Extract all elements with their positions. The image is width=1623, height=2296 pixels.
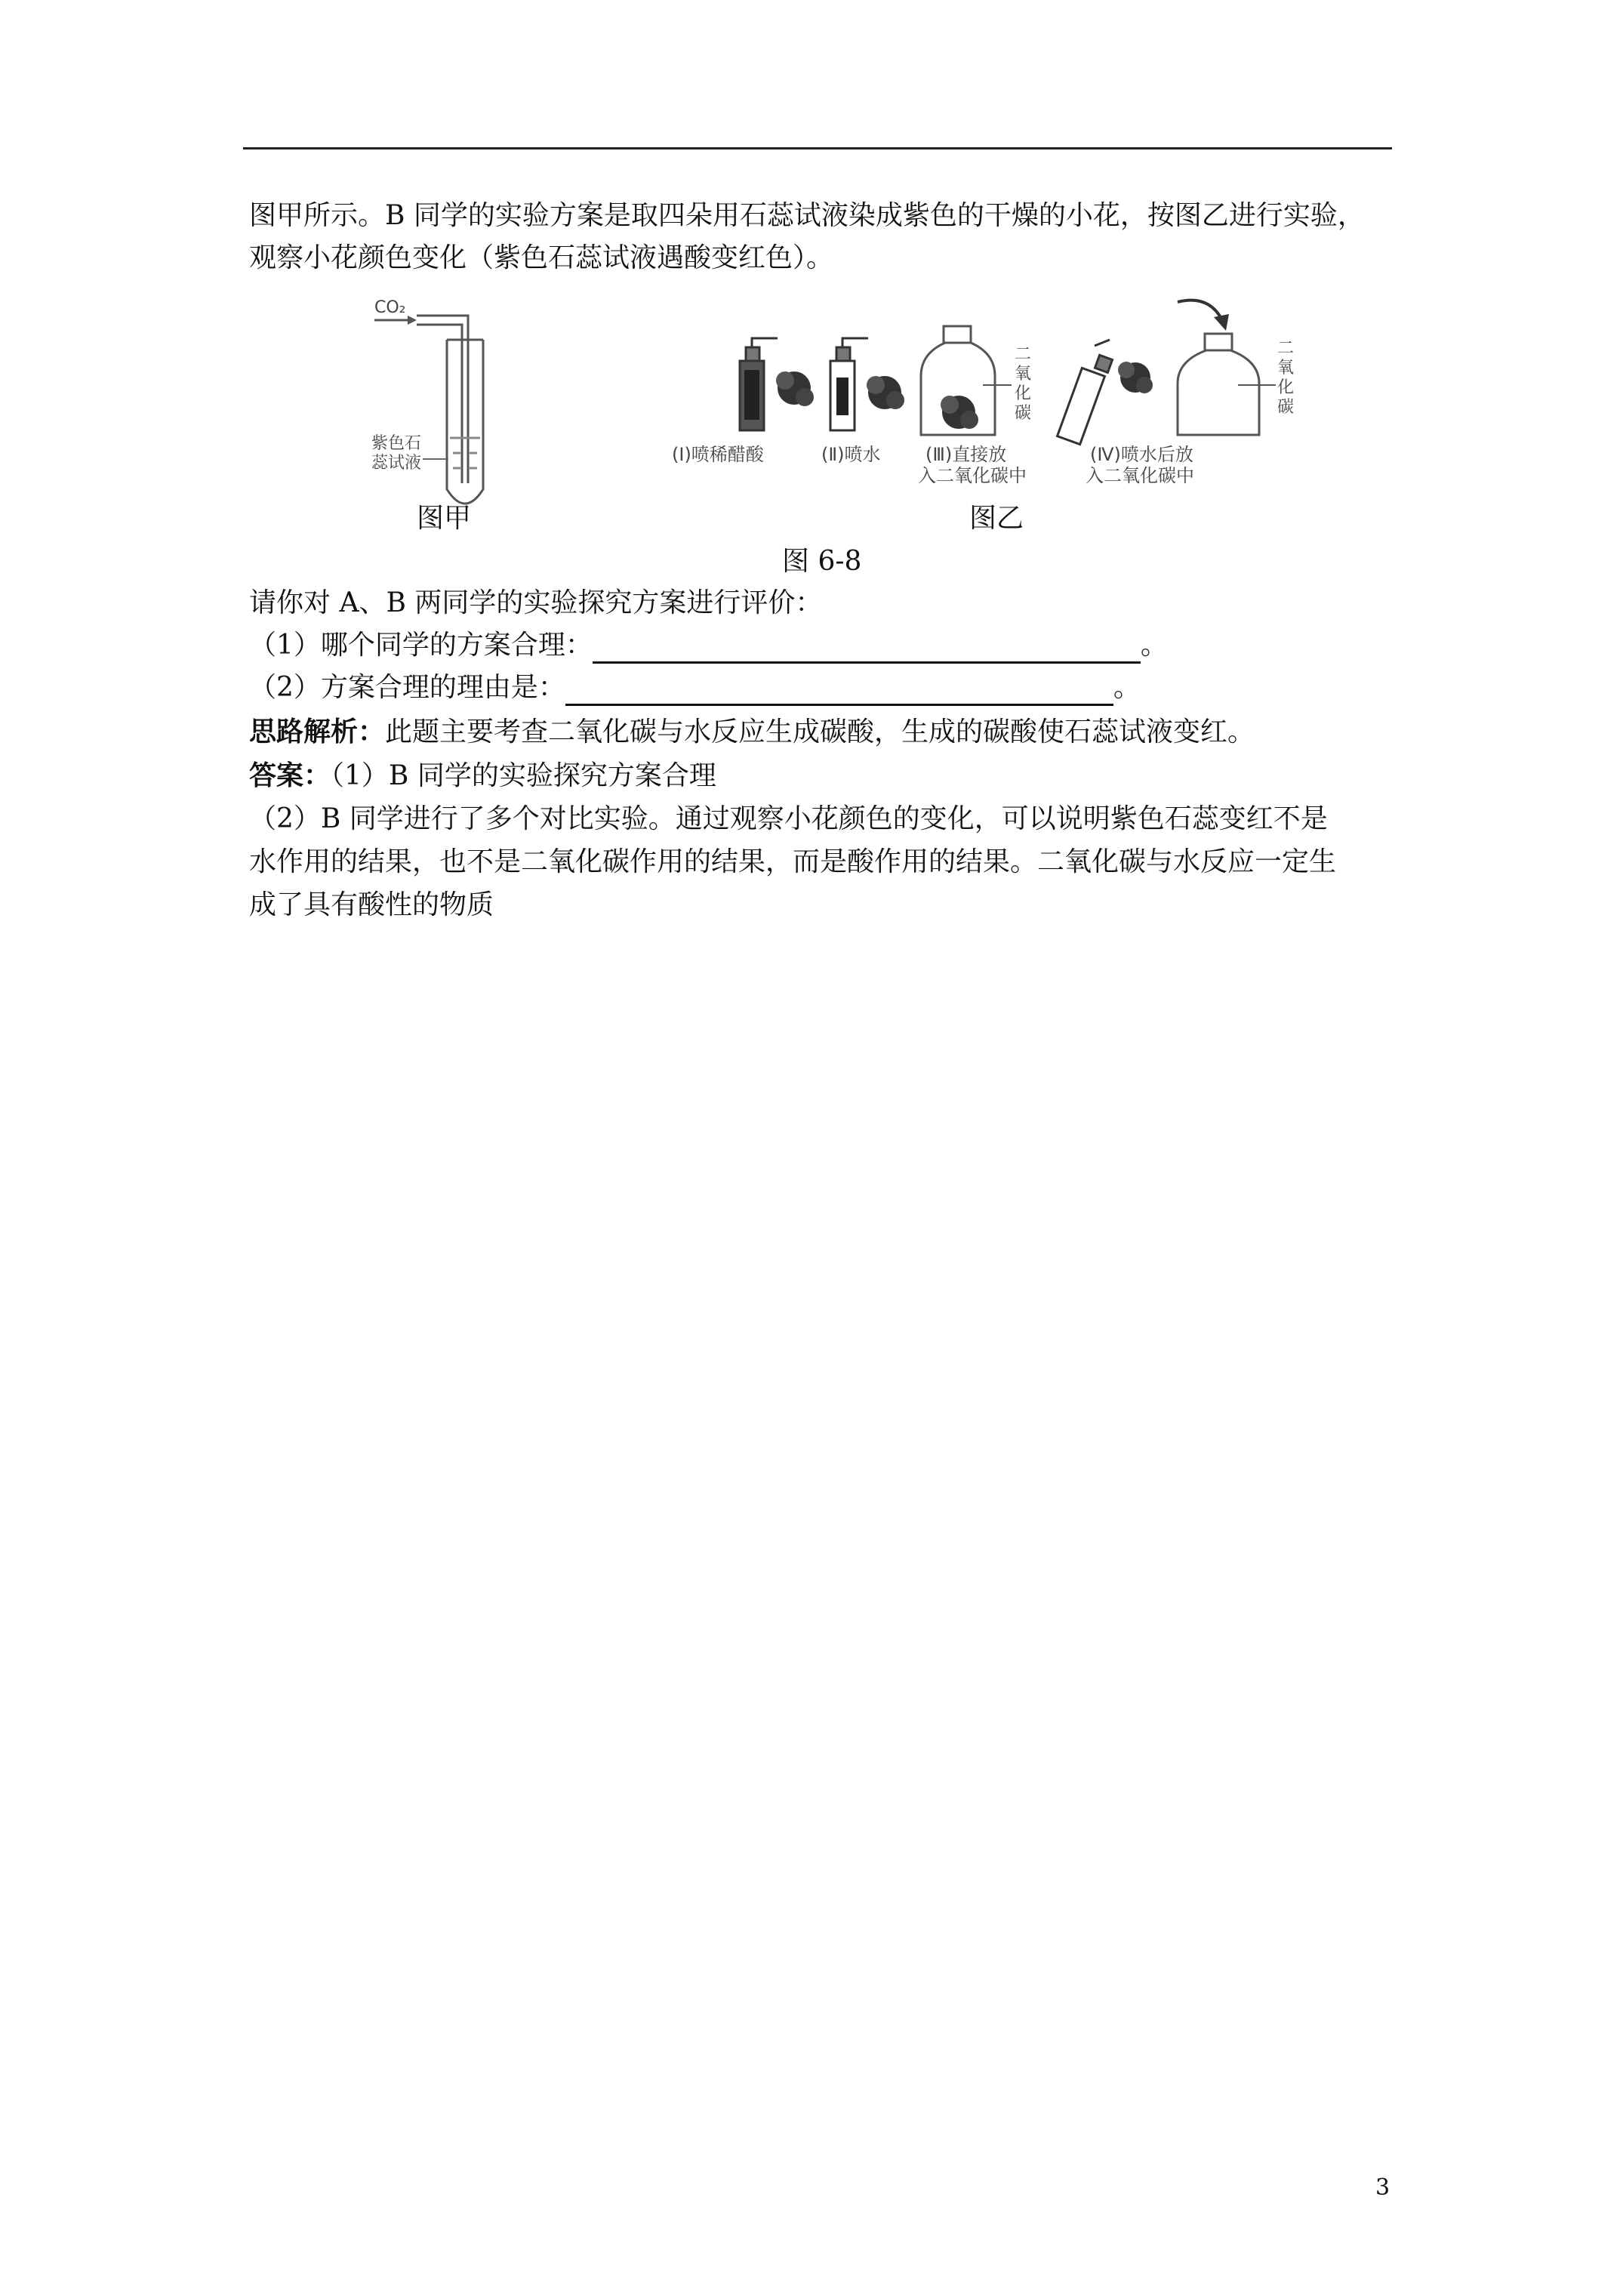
jar-label-char: 二 xyxy=(1277,339,1295,358)
step-3-label-line-2: 入二氧化碳中 xyxy=(918,465,1027,486)
answer-1-text: （1）B 同学的实验探究方案合理 xyxy=(331,760,716,791)
header-rule xyxy=(243,147,1392,149)
liquid-label-1: 紫色石 xyxy=(371,434,422,453)
answer-label: 答案： xyxy=(249,760,331,791)
flower-3-icon xyxy=(941,396,978,429)
spray-bottle-vinegar xyxy=(740,338,778,430)
figure-main-caption: 图 6-8 xyxy=(782,546,862,577)
gas-jar-after-spray xyxy=(1178,334,1276,435)
step-3-label-line-1: (Ⅲ)直接放 xyxy=(925,444,1007,465)
jar-label-char: 化 xyxy=(1015,384,1032,403)
co2-label: CO₂ xyxy=(374,298,406,317)
analysis-text: 此题主要考查二氧化碳与水反应生成碳酸，生成的碳酸使石蕊试液变红。 xyxy=(385,717,1255,747)
analysis-label: 思路解析： xyxy=(249,716,386,747)
question-2-end: 。 xyxy=(1113,672,1141,703)
step-4-label-line-1: (Ⅳ)喷水后放 xyxy=(1090,444,1193,465)
answer-blank-2 xyxy=(565,678,1113,706)
jar-label-iii xyxy=(1015,345,1031,423)
spray-bottle-water xyxy=(830,338,868,430)
flower-4-icon xyxy=(1118,362,1153,393)
figure-illustration xyxy=(332,287,1313,536)
jar-label-char: 二 xyxy=(1015,345,1032,364)
question-2 xyxy=(249,670,1141,706)
jar-label-char: 化 xyxy=(1277,378,1295,397)
flower-2-icon xyxy=(867,376,904,409)
answer-2-line-2: 水作用的结果，也不是二氧化碳作用的结果，而是酸作用的结果。二氧化碳与水反应一定生 xyxy=(249,846,1337,877)
answer-blank-1 xyxy=(593,636,1141,664)
paragraph-line-1: 图甲所示。B 同学的实验方案是取四朵用石蕊试液染成紫色的干燥的小花，按图乙进行实验， xyxy=(249,200,1365,231)
figure-6-8 xyxy=(332,287,1313,536)
liquid-label-2: 蕊试液 xyxy=(371,454,422,473)
figure-jia-caption: 图甲 xyxy=(417,503,472,534)
question-1-end: 。 xyxy=(1140,630,1168,661)
flower-1-icon xyxy=(776,371,814,406)
step-1-label: (Ⅰ)喷稀醋酸 xyxy=(672,444,764,465)
jar-label-char: 碳 xyxy=(1015,404,1032,423)
test-tube-apparatus xyxy=(371,298,483,504)
curved-arrow-icon xyxy=(1178,300,1229,331)
page-number: 3 xyxy=(1375,2174,1390,2201)
jar-label-char: 碳 xyxy=(1277,398,1295,417)
spray-bottle-iv xyxy=(1058,340,1113,445)
jar-label-iv xyxy=(1277,339,1294,417)
answer-1 xyxy=(249,757,716,794)
analysis xyxy=(249,713,1255,750)
figure-yi-caption: 图乙 xyxy=(969,503,1024,534)
jar-label-char: 氧 xyxy=(1015,365,1032,384)
gas-arrow-head xyxy=(408,316,417,325)
answer-2-line-3: 成了具有酸性的物质 xyxy=(249,889,494,920)
question-2-text: （2）方案合理的理由是： xyxy=(249,672,565,703)
answer-2-line-1: （2）B 同学进行了多个对比实验。通过观察小花颜色的变化，可以说明紫色石蕊变红不是 xyxy=(249,803,1328,834)
question-1 xyxy=(249,627,1168,664)
question-prompt: 请你对 A、B 两同学的实验探究方案进行评价： xyxy=(249,587,823,618)
question-1-text: （1）哪个同学的方案合理： xyxy=(249,630,593,661)
step-4-label-line-2: 入二氧化碳中 xyxy=(1086,465,1194,486)
step-2-label: (Ⅱ)喷水 xyxy=(821,444,881,465)
paragraph-line-2: 观察小花颜色变化（紫色石蕊试液遇酸变红色）。 xyxy=(249,242,834,273)
jar-label-char: 氧 xyxy=(1277,359,1295,378)
